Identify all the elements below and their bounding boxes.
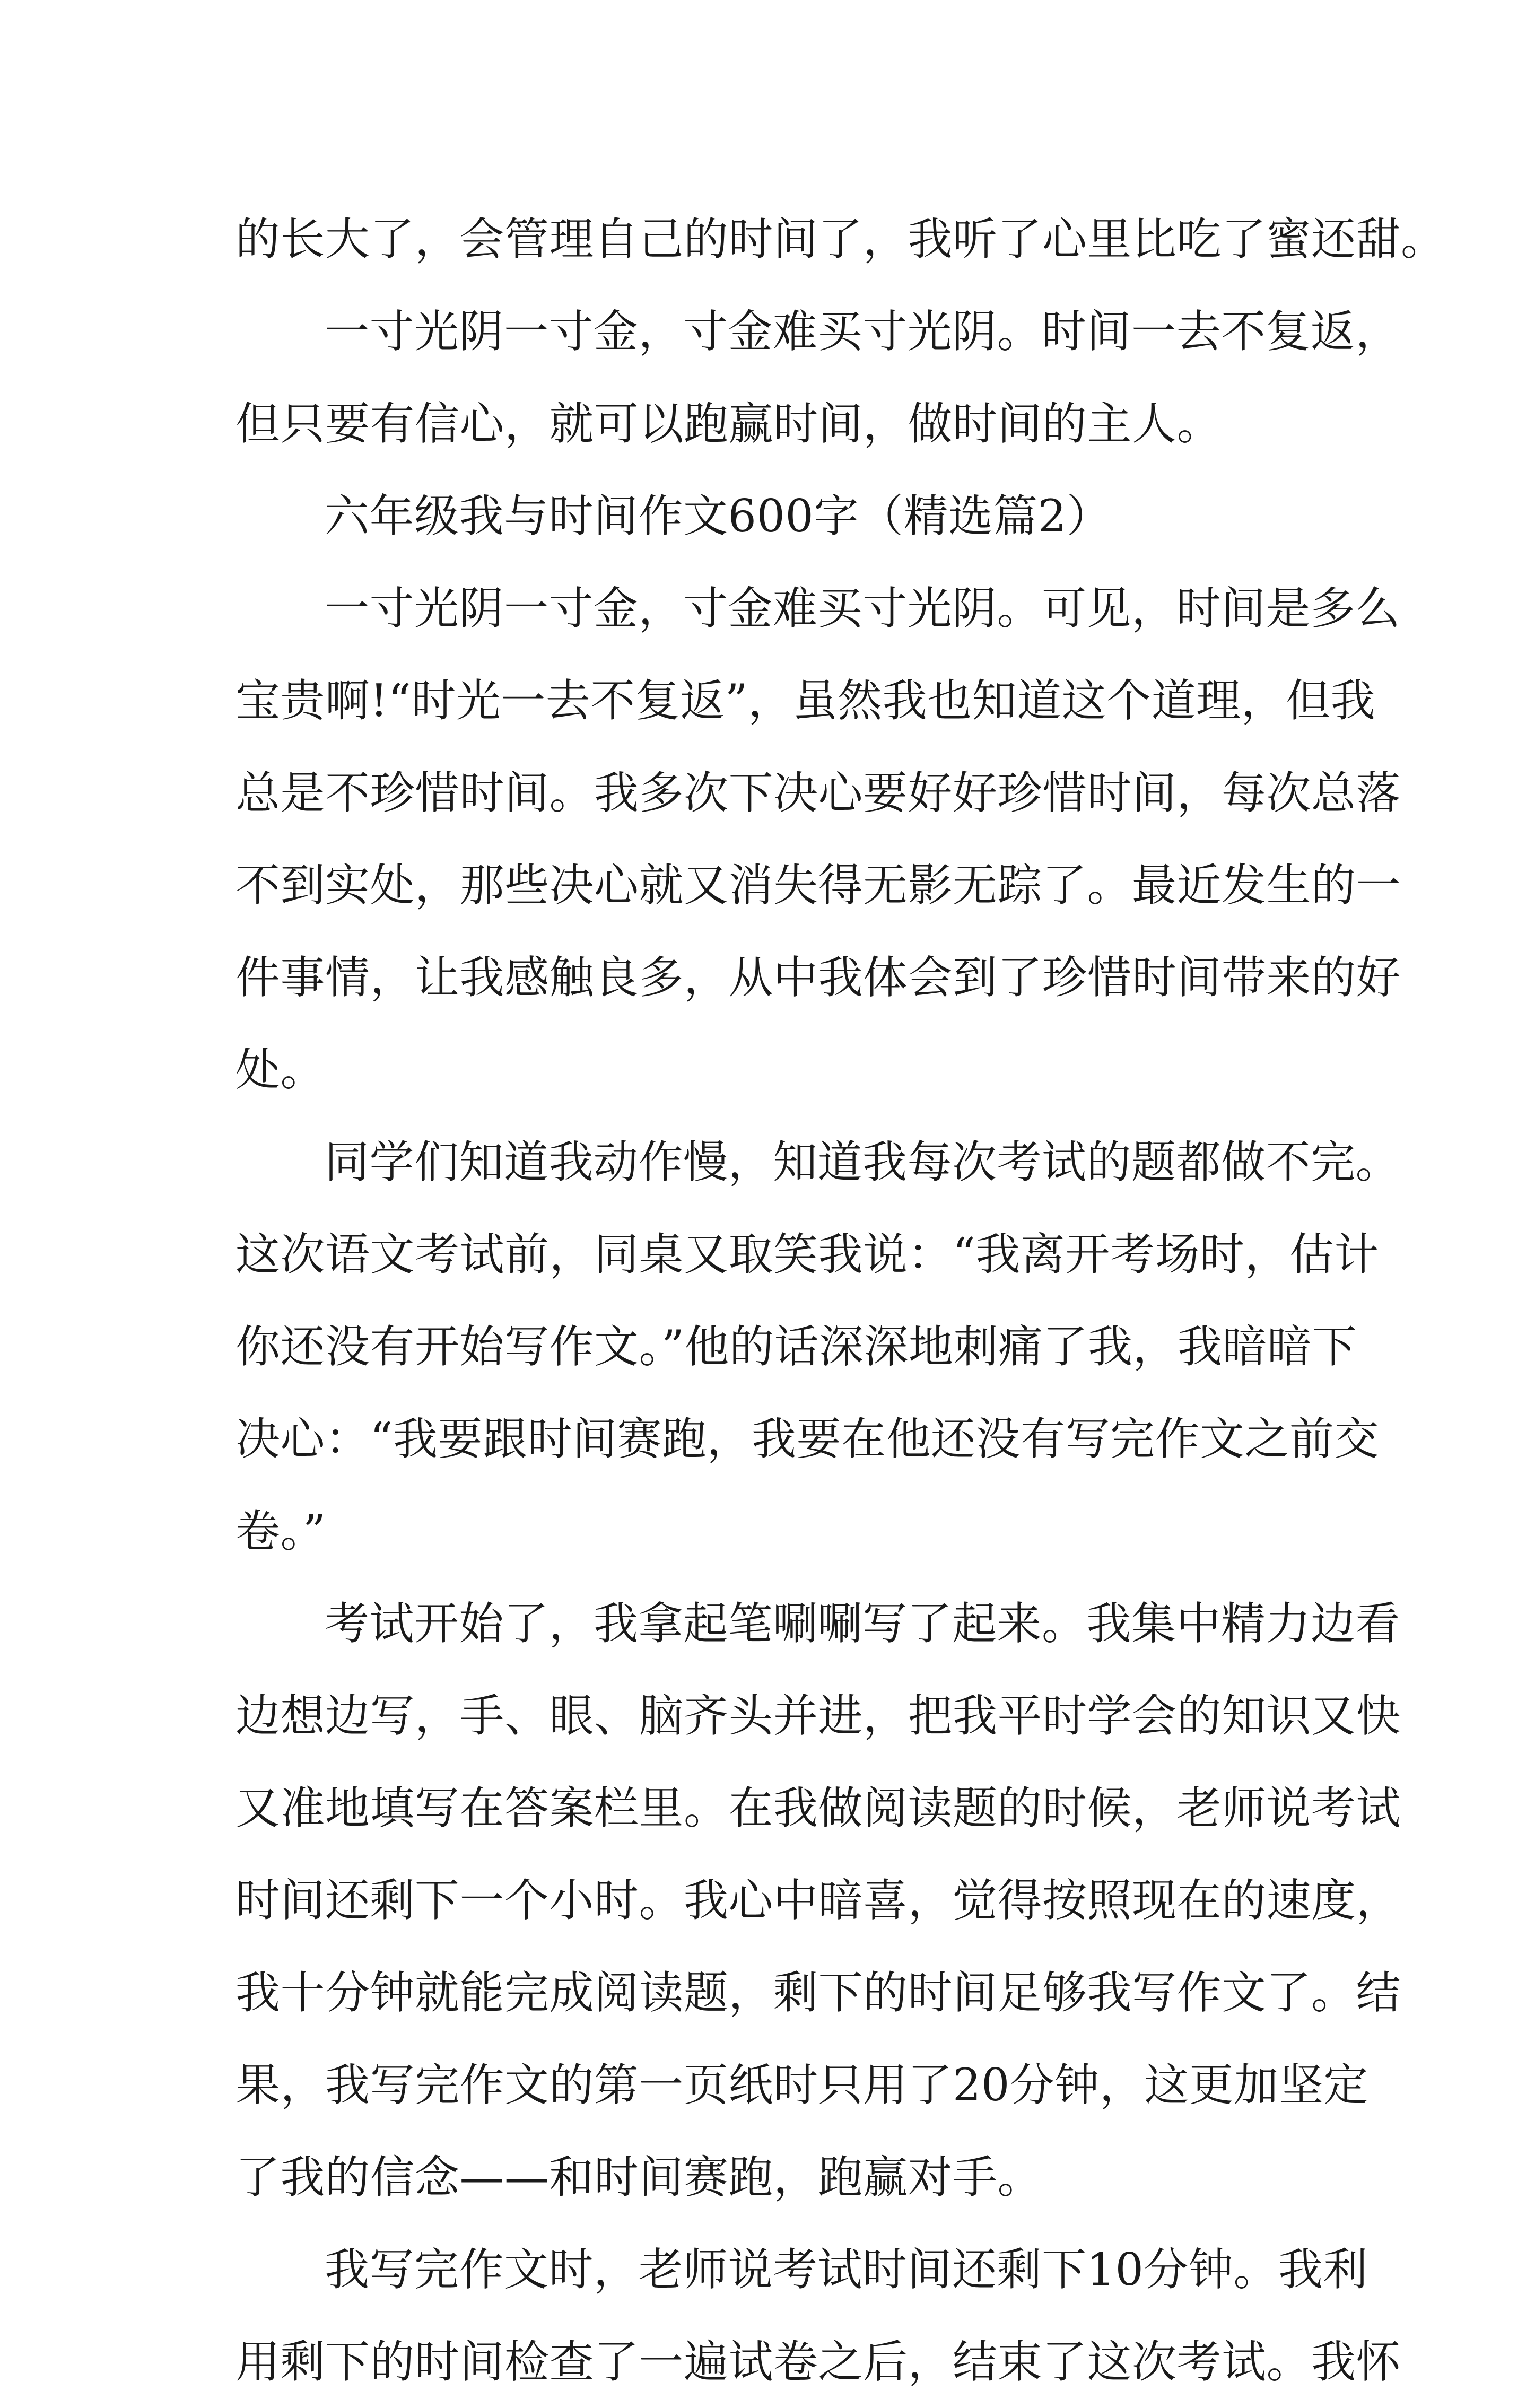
section-heading: 六年级我与时间作文600字（精选篇2） bbox=[325, 490, 1112, 542]
text-line: 了我的信念——和时间赛跑，跑赢对手。 bbox=[236, 2151, 1043, 2203]
text-line: 又准地填写在答案栏里。在我做阅读题的时候，老师说考试 bbox=[236, 1782, 1401, 1834]
text-line: 用剩下的时间检查了一遍试卷之后，结束了这次考试。我怀 bbox=[236, 2336, 1401, 2388]
text-line: 件事情，让我感触良多，从中我体会到了珍惜时间带来的好 bbox=[236, 952, 1401, 1004]
text-line: 总是不珍惜时间。我多次下决心要好好珍惜时间，每次总落 bbox=[236, 767, 1401, 819]
text-line: 果，我写完作文的第一页纸时只用了20分钟，这更加坚定 bbox=[236, 2059, 1368, 2111]
text-line: 处。 bbox=[236, 1044, 326, 1096]
text-line: 的长大了，会管理自己的时间了，我听了心里比吃了蜜还甜。 bbox=[236, 213, 1446, 265]
text-line: 边想边写，手、眼、脑齐头并进，把我平时学会的知识又快 bbox=[236, 1690, 1401, 1742]
text-line: 这次语文考试前，同桌又取笑我说：“我离开考场时，估计 bbox=[236, 1228, 1379, 1280]
text-line: 时间还剩下一个小时。我心中暗喜，觉得按照现在的速度， bbox=[236, 1874, 1401, 1926]
text-line: 同学们知道我动作慢，知道我每次考试的题都做不完。 bbox=[325, 1136, 1401, 1188]
text-line: 决心：“我要跟时间赛跑，我要在他还没有写完作文之前交 bbox=[236, 1413, 1379, 1465]
text-line: 一寸光阴一寸金，寸金难买寸光阴。可见，时间是多么 bbox=[325, 582, 1401, 634]
text-line: 我写完作文时，老师说考试时间还剩下10分钟。我利 bbox=[325, 2244, 1368, 2296]
text-line: 我十分钟就能完成阅读题，剩下的时间足够我写作文了。结 bbox=[236, 1967, 1401, 2019]
text-line: 不到实处，那些决心就又消失得无影无踪了。最近发生的一 bbox=[236, 859, 1401, 911]
text-line: 考试开始了，我拿起笔唰唰写了起来。我集中精力边看 bbox=[325, 1598, 1401, 1650]
text-line: 你还没有开始写作文。”他的话深深地刺痛了我，我暗暗下 bbox=[236, 1321, 1357, 1373]
text-line: 宝贵啊!“时光一去不复返”，虽然我也知道这个道理，但我 bbox=[236, 675, 1376, 727]
text-line: 但只要有信心，就可以跑赢时间，做时间的主人。 bbox=[236, 398, 1222, 450]
text-line: 卷。” bbox=[236, 1505, 326, 1557]
document-body bbox=[236, 193, 1446, 2408]
text-line: 一寸光阴一寸金，寸金难买寸光阴。时间一去不复返， bbox=[325, 306, 1401, 357]
